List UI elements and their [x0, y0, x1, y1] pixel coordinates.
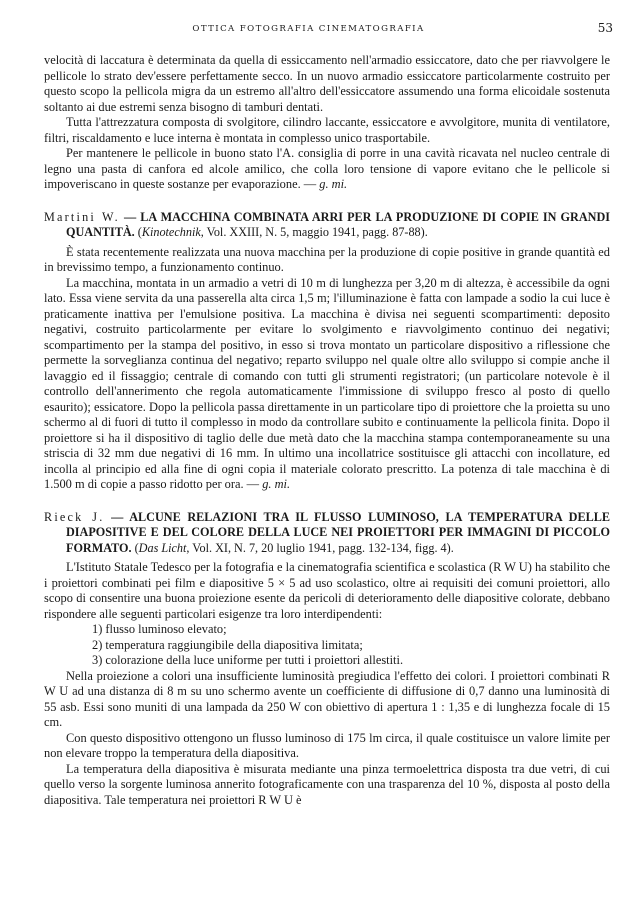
article-martini — [44, 210, 610, 493]
paragraph: Nella proiezione a colori una insufficiente luminosità pregiudica l'effetto dei colori. I proiettori combinati R W U ad una distanza di 8 m su uno schermo avente un coefficiente di diffusione di 0,7 danno una luminosità di 55 asb. Essi sono muniti di una lampada da 250 W con obiettivo di apertura 1 : 1,35 e di lunghezza focale di 15 cm. — [44, 668, 610, 729]
article-heading — [44, 210, 610, 241]
paragraph: La temperatura della diapositiva è misurata mediante una pinza termoelettrica disposta tra due vetri, di cui quello verso la sorgente luminosa annerito fotograficamente con una trasparenza del 10 %, disposta al posto della diapositiva. Tale temperatura nei proiettori R W U è — [44, 761, 610, 807]
paragraph: È stata recentemente realizzata una nuova macchina per la produzione di copie positive in grande quantità ed in brevissimo tempo, a funzionamento continuo. — [44, 244, 610, 274]
article-source: (Das Licht, Vol. XI, N. 7, 20 luglio 1941, pagg. 132-134, figg. 4). — [134, 540, 454, 555]
running-title: OTTICA FOTOGRAFIA CINEMATOGRAFIA — [192, 24, 425, 34]
paragraph — [44, 146, 610, 193]
page-body — [44, 53, 610, 808]
source-details: , Vol. XXIII, N. 5, maggio 1941, pagg. 87-88). — [200, 225, 428, 239]
list-item: 3) colorazione della luce uniforme per tutti i proiettori allestiti. — [92, 653, 404, 667]
page-number: 53 — [597, 21, 613, 35]
paragraph: L'Istituto Statale Tedesco per la fotografia e la cinematografia scientifica e scolastica (R W U) ha stabilito che i proiettori combinati pei film e diapositive 5 × 5 ad uso scolastico, oltre ai requisiti dei comuni proiettori, allo scopo di consentire una buona proiezione esente da pericoli di deterioramento delle diapositive colorate, debbano rispondere alle seguenti particolari esigenze tra loro interdipendenti: — [44, 560, 610, 621]
reviewer-signature: g. mi. — [319, 177, 348, 191]
paragraph: velocità di laccatura è determinata da quella di essiccamento nell'armadio essiccatore, dato che per riavvolgere le pellicole lo strato dev'essere perfettamente secco. In un nuovo armadio essiccatore particolarmente costruito per questo scopo la pellicola migra da un estremo all'altro dell'essiccatore assumendo una forma elicoidale sostenuta soltanto ai due estremi senza bisogno di tamburi dentati. — [44, 53, 610, 114]
source-journal: Das Licht — [138, 540, 187, 555]
running-header — [44, 20, 613, 42]
article-rieck — [44, 510, 610, 809]
article-title: — LA MACCHINA COMBINATA ARRI PER LA PRODUZIONE DI COPIE IN GRANDI QUANTITÀ. — [66, 209, 610, 239]
paragraph-text: Per mantenere le pellicole in buono stato l'A. consiglia di porre in una cavità ricavata nel nucleo centrale di legno una pasta di canfora ed alcole amilico, che colla loro tensione di vapore evitano che le pellicole si impoveriscano in queste sostanze per evaporazione. — — [44, 146, 610, 191]
paragraph-text: La macchina, montata in un armadio a vetri di 10 m di lunghezza per 3,20 m di altezza, è accessibile da ogni lato. Essa viene servita da una passerella alta circa 1,5 m; l'illuminazione è fatta con lampade a sodio la cui luce è praticamente inattiva per l'emulsione positiva. La macchina è divisa nei seguenti scompartimenti: deposito negativi, costruito particolarmente per evitare lo svolgimento e riavvolgimento continuo dei negativi; scompartimento per la stampa del positivo, in esso si trova montato un particolare dispositivo a riflessione che permette la sorveglianza continua del negativo; reparto sviluppo nel quale oltre allo sviluppo si compie anche il lavaggio ed il fissaggio; centrale di comando con tutti gli strumenti registratori; (un particolare notevole è il controllo dell'annerimento che regola automaticamente l'immissione di sviluppo fresco al posto di quello esaurito); essicatore. Dopo la pellicola passa direttamente in un particolare tipo di proiettore che la proietta su uno schermo al di fuori di tutto il complesso in modo da controllare subito e continuamente la pellicola finita. Dopo il proiettore si ha il dispositivo di taglio delle due metà dato che la macchina stampa contemporaneamente su una striscia di 32 mm due negativi di 16 mm. In ultimo una incollatrice sostituisce gli attacchi con incollature, ed incolla al principio ed alla fine di ogni copia il materiale colorato prescritto. La potenza di tale macchina è di 1.500 m di copie a passo ridotto per ora. — — [44, 275, 610, 491]
article-title: — ALCUNE RELAZIONI TRA IL FLUSSO LUMINOSO, LA TEMPERATURA DELLE DIAPOSITIVE E DEL COLORE DELLA LUCE NEI PROIETTORI PER IMMAGINI DI PICCOLO FORMATO. — [66, 509, 610, 555]
reviewer-signature: g. mi. — [262, 477, 291, 491]
paragraph: Con questo dispositivo ottengono un flusso luminoso di 175 lm circa, il quale costituisce un valore limite per non elevare troppo la temperatura della diapositiva. — [44, 730, 610, 760]
article-heading — [44, 510, 610, 557]
requirements-list — [44, 622, 610, 669]
paragraph: Tutta l'attrezzatura composta di svolgitore, cilindro laccante, essiccatore e avvolgitore, munita di ventilatore, filtri, riscaldamento e luce interna è montata in complesso unico trasportabile. — [44, 115, 610, 145]
source-details: , Vol. XI, N. 7, 20 luglio 1941, pagg. 132-134, figg. 4). — [186, 540, 454, 555]
source-journal: Kinotechnik — [141, 225, 201, 239]
continued-article — [44, 53, 610, 193]
paragraph — [44, 276, 610, 493]
article-author: Rieck J. — [44, 509, 105, 524]
list-item: 1) flusso luminoso elevato; — [92, 622, 227, 636]
article-author: Martini W. — [44, 209, 120, 224]
list-item: 2) temperatura raggiungibile della diapositiva limitata; — [92, 637, 363, 652]
article-source: (Kinotechnik, Vol. XXIII, N. 5, maggio 1941, pagg. 87-88). — [137, 225, 428, 239]
